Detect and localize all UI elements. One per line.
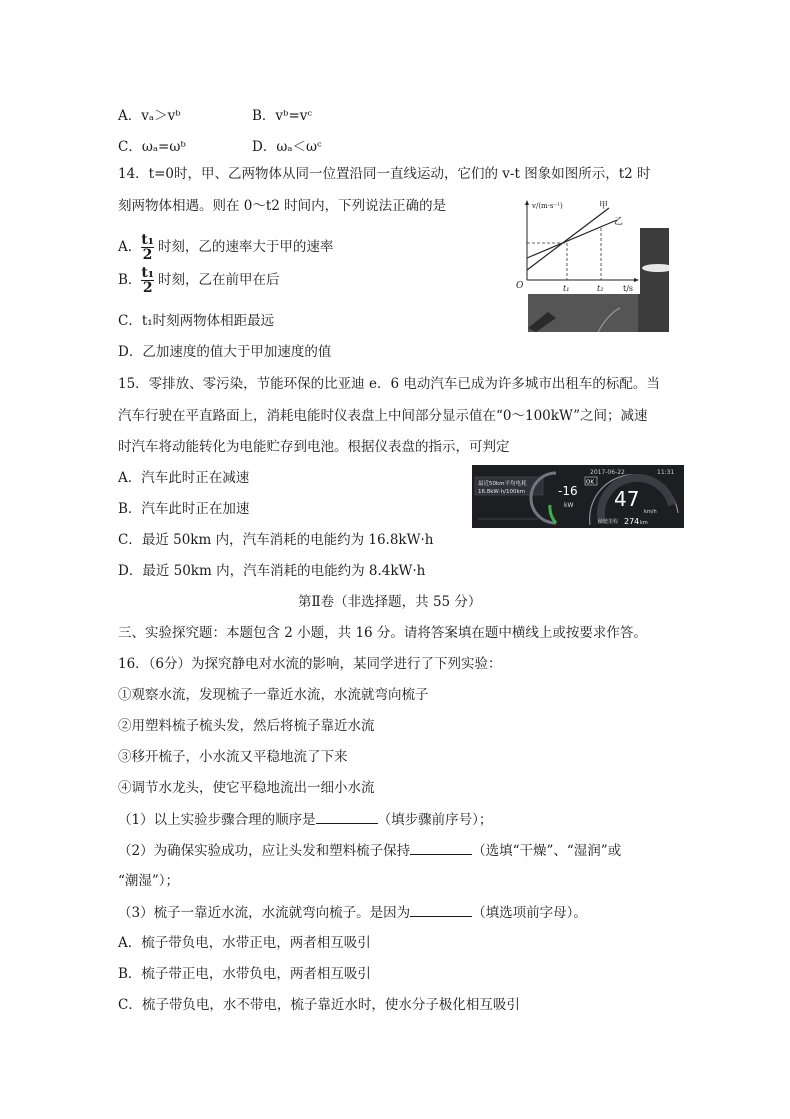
range-label: 续驶里程 — [598, 519, 619, 525]
fraction-denominator: 2 — [142, 247, 153, 263]
q14-stem-line2: 刻两物体相遇。则在 0～t2 时间内，下列说法正确的是 — [118, 198, 447, 214]
fraction-t1-over-2 — [141, 267, 154, 294]
tick-label-t2: t₂ — [597, 284, 604, 293]
q14-option-c: C．t₁时刻两物体相距最远 — [118, 313, 275, 329]
axis-label-v: v/(m·s⁻¹) — [532, 202, 563, 210]
speed-value: 47 — [614, 487, 640, 511]
q16-stem: 16．（6分）为探究静电对水流的影响，某同学进行了下列实验： — [118, 656, 502, 672]
answer-blank-3[interactable] — [410, 902, 472, 917]
fraction-t1-over-2 — [141, 234, 154, 261]
fraction-numerator: t₁ — [141, 232, 154, 248]
range-unit: km — [640, 520, 648, 526]
q14-option-a — [118, 232, 333, 262]
q15-option-d: D．最近 50km 内，汽车消耗的电能约为 8.4kW·h — [118, 563, 426, 579]
gear-indicator: OK — [586, 479, 594, 486]
series-label-jia: 甲 — [599, 201, 609, 211]
q16-option-a: A．梳子带负电，水带正电，两者相互吸引 — [118, 935, 371, 951]
series-label-yi: 乙 — [614, 217, 624, 227]
q14-vt-graph — [513, 198, 640, 294]
q14-option-d: D．乙加速度的值大于甲加速度的值 — [118, 344, 332, 360]
q16-sub1-prefix: （1）以上实验步骤合理的顺序是 — [118, 812, 316, 828]
q14-option-a-text: 时刻，乙的速率大于甲的速率 — [157, 239, 334, 255]
tick-label-t1: t₁ — [563, 284, 570, 293]
q15-stem-line2: 汽车行驶在平直路面上，消耗电能时仪表盘上中间部分显示值在“0～100kW”之间；减速 — [118, 408, 648, 424]
q16-step2: ②用塑料梳子梳头发，然后将梳子靠近水流 — [118, 718, 375, 734]
q14-option-a-label: A． — [118, 239, 142, 255]
speed-unit: km/h — [644, 509, 657, 515]
q13-option-c: C．ωₐ=ωᵇ — [118, 139, 186, 155]
q15-option-a: A．汽车此时正在减速 — [118, 470, 250, 486]
q16-sub2-prefix: （2）为确保实验成功，应让头发和塑料梳子保持 — [118, 843, 411, 859]
section2-title: 第Ⅱ卷（非选择题，共 55 分） — [298, 594, 482, 610]
avg-label: 最近50km平均电耗 — [478, 481, 527, 487]
q16-step1: ①观察水流，发现梳子一靠近水流，水流就弯向梳子 — [118, 687, 429, 703]
q15-option-c: C．最近 50km 内，汽车消耗的电能约为 16.8kW·h — [118, 532, 434, 548]
avg-value: 16.8kW·h/100km — [478, 489, 525, 495]
q13-option-b: B．vᵇ=vᶜ — [252, 108, 313, 124]
q15-option-b: B．汽车此时正在加速 — [118, 501, 250, 517]
time-text: 11:31 — [657, 469, 675, 476]
q16-step4: ④调节水龙头，使它平稳地流出一细小水流 — [118, 780, 375, 796]
q13-option-a: A．vₐ＞vᵇ — [118, 108, 181, 124]
q14-stem-line1: 14．t=0时，甲、乙两物体从同一位置沿同一直线运动，它们的 v-t 图象如图所示，t2 时 — [118, 166, 651, 182]
origin-label: O — [516, 281, 524, 291]
dashboard-svg — [472, 465, 684, 528]
q16-sub1-suffix: （填步骤前序号）； — [377, 812, 493, 828]
q16-sub3 — [118, 902, 587, 923]
q15-stem-line3: 时汽车将动能转化为电能贮存到电池。根据仪表盘的指示，可判定 — [118, 439, 510, 455]
section3-heading: 三、实验探究题：本题包含 2 小题，共 16 分。请将答案填在题中横线上或按要求作答。 — [118, 625, 647, 641]
q16-step3: ③移开梳子，小水流又平稳地流了下来 — [118, 749, 348, 765]
q15-stem-line1: 15．零排放、零污染，节能环保的比亚迪 e．6 电动汽车已成为许多城市出租车的标配。当 — [118, 376, 660, 392]
axis-label-t: t/s — [623, 284, 634, 293]
answer-blank-2[interactable] — [410, 840, 472, 855]
q16-sub2-continuation: “潮湿”）； — [118, 873, 180, 889]
power-unit: kW — [564, 502, 574, 509]
fraction-denominator: 2 — [142, 280, 153, 296]
q16-option-b: B．梳子带正电，水带负电，两者相互吸引 — [118, 966, 371, 982]
q15-dashboard-image — [472, 465, 684, 528]
q14-option-b — [118, 265, 280, 295]
q16-option-c: C．梳子带负电，水不带电，梳子靠近水时，使水分子极化相互吸引 — [118, 997, 520, 1013]
q14-option-b-text: 时刻，乙在前甲在后 — [158, 272, 280, 288]
q16-sub1 — [118, 809, 492, 830]
date-text: 2017-06-22 — [590, 469, 625, 476]
answer-blank-1[interactable] — [316, 809, 378, 824]
q16-sub2-suffix: （选填“干燥”、“湿润”或 — [472, 843, 622, 859]
power-value: -16 — [558, 484, 578, 498]
q13-option-d: D．ωₐ＜ωᶜ — [252, 139, 322, 155]
vt-graph-svg — [513, 198, 640, 294]
fraction-numerator: t₁ — [141, 265, 155, 281]
q16-sub3-suffix: （填选项前字母）。 — [472, 905, 587, 921]
range-value: 274 — [624, 517, 640, 526]
q14-option-b-label: B． — [118, 272, 142, 288]
q16-sub2 — [118, 840, 621, 861]
q16-sub3-prefix: （3）梳子一靠近水流，水流就弯向梳子。是因为 — [118, 905, 411, 921]
